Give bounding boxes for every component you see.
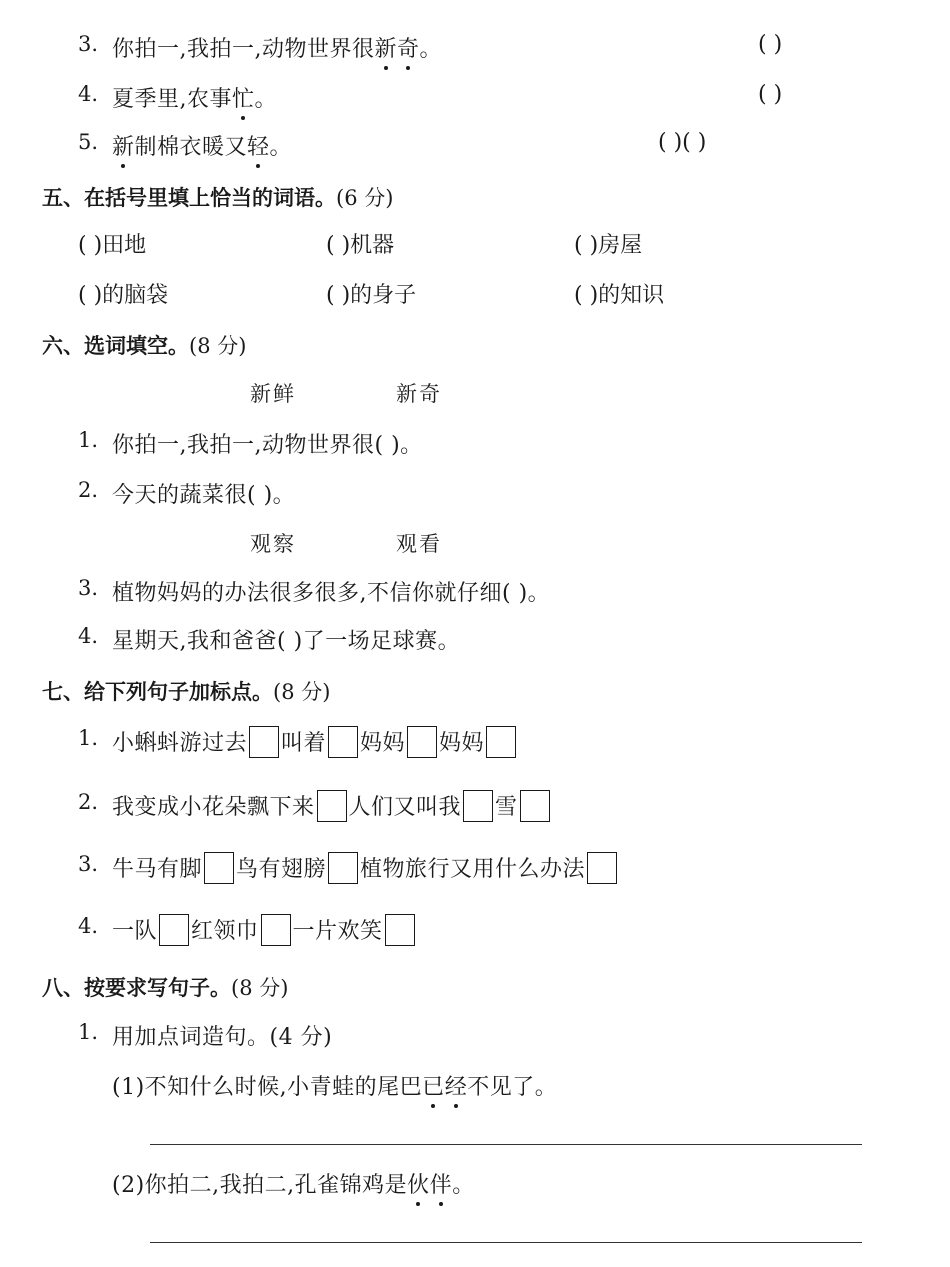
fill-blank[interactable]: ( )的知识	[574, 283, 665, 308]
question-text: (1)不知什么时候,小青蛙的尾巴已经不见了。	[112, 1070, 557, 1101]
punctuation-box[interactable]	[486, 726, 516, 758]
sentence: 小蝌蚪游过去 叫着 妈妈 妈妈	[112, 726, 518, 760]
item-number: 4.	[78, 624, 99, 648]
punctuation-box[interactable]	[520, 790, 550, 822]
sub-instruction: 用加点词造句。(4 分)	[112, 1025, 333, 1050]
fill-blank[interactable]: ( )的身子	[326, 283, 417, 308]
item-text[interactable]: 今天的蔬菜很( )。	[112, 483, 296, 508]
dotted-word	[375, 37, 420, 62]
item-number: 1.	[78, 1020, 99, 1044]
dotted-word: 轻	[247, 130, 270, 161]
item-number: 4.	[78, 82, 99, 106]
section7-heading: 七、给下列句子加标点。(8 分)	[42, 680, 331, 704]
item-number: 1.	[78, 726, 99, 750]
answer-parens[interactable]: ( )	[758, 32, 783, 57]
dotted-word	[407, 1173, 452, 1198]
item-text[interactable]: 星期天,我和爸爸( )了一场足球赛。	[112, 629, 461, 654]
sentence: 牛马有脚 鸟有翅膀 植物旅行又用什么办法	[112, 852, 619, 886]
item-text: 夏季里,农事忙。	[112, 82, 277, 113]
word-choice: 观察	[250, 532, 296, 556]
sentence: 我变成小花朵飘下来 人们又叫我 雪	[112, 790, 552, 824]
word-choice: 新鲜	[250, 382, 296, 406]
fill-blank[interactable]: ( )的脑袋	[78, 283, 169, 308]
punctuation-box[interactable]	[261, 914, 291, 946]
item-number: 1.	[78, 428, 99, 452]
punctuation-box[interactable]	[328, 852, 358, 884]
dotted-word: 新	[112, 130, 135, 161]
section6-heading: 六、选词填空。(8 分)	[42, 334, 247, 358]
item-number: 2.	[78, 478, 99, 502]
answer-parens[interactable]: ( )( )	[658, 130, 707, 155]
dotted-char: 新	[375, 32, 398, 63]
answer-parens[interactable]: ( )	[758, 82, 783, 107]
dotted-char: 伙	[407, 1168, 430, 1199]
punctuation-box[interactable]	[385, 914, 415, 946]
punctuation-box[interactable]	[317, 790, 347, 822]
section5-heading: 五、在括号里填上恰当的词语。(6 分)	[42, 186, 394, 210]
punctuation-box[interactable]	[249, 726, 279, 758]
section8-heading: 八、按要求写句子。(8 分)	[42, 976, 289, 1000]
punctuation-box[interactable]	[463, 790, 493, 822]
dotted-char: 已	[422, 1070, 445, 1101]
dotted-word: 忙	[232, 82, 255, 113]
question-text: (2)你拍二,我拍二,孔雀锦鸡是伙伴。	[112, 1168, 475, 1199]
item-text[interactable]: 你拍一,我拍一,动物世界很( )。	[112, 433, 423, 458]
punctuation-box[interactable]	[159, 914, 189, 946]
dotted-char: 伴	[430, 1168, 453, 1199]
fill-blank[interactable]: ( )房屋	[574, 233, 643, 258]
punctuation-box[interactable]	[407, 726, 437, 758]
item-number: 2.	[78, 790, 99, 814]
item-number: 4.	[78, 914, 99, 938]
punctuation-box[interactable]	[587, 852, 617, 884]
item-number: 3.	[78, 32, 99, 56]
fill-blank[interactable]: ( )机器	[326, 233, 395, 258]
punctuation-box[interactable]	[204, 852, 234, 884]
answer-line[interactable]	[150, 1242, 862, 1243]
dotted-char: 经	[445, 1070, 468, 1101]
item-text[interactable]: 植物妈妈的办法很多很多,不信你就仔细( )。	[112, 581, 551, 606]
item-text: 你拍一,我拍一,动物世界很新奇。	[112, 32, 442, 63]
item-number: 5.	[78, 130, 99, 154]
dotted-char: 奇	[397, 32, 420, 63]
word-choice: 新奇	[396, 382, 442, 406]
dotted-word	[422, 1075, 467, 1100]
item-number: 3.	[78, 576, 99, 600]
word-choice: 观看	[396, 532, 442, 556]
item-text: 新制棉衣暖又轻。	[112, 130, 292, 161]
punctuation-box[interactable]	[328, 726, 358, 758]
item-number: 3.	[78, 852, 99, 876]
sentence: 一队 红领巾 一片欢笑	[112, 914, 417, 948]
fill-blank[interactable]: ( )田地	[78, 233, 147, 258]
answer-line[interactable]	[150, 1144, 862, 1145]
